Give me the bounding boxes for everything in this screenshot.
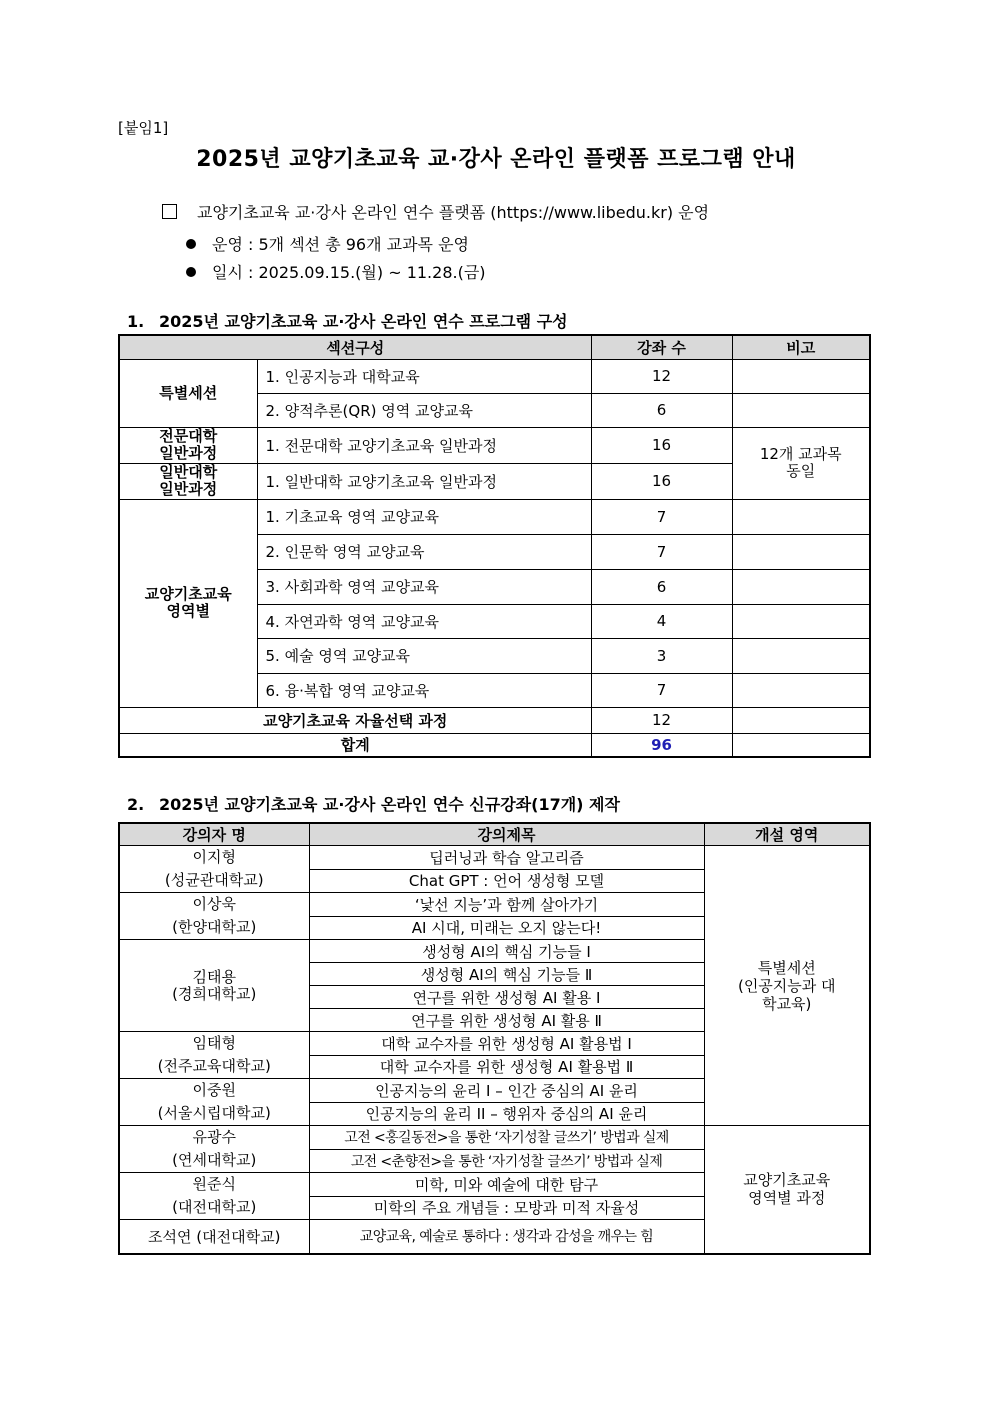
group-special: 특별세션 (119, 359, 257, 427)
section1-title: 2025년 교양기초교육 교·강사 온라인 연수 프로그램 구성 (159, 312, 568, 331)
lecture-title: 고전 <춘향전>을 통한 ‘자기성찰 글쓰기’ 방법과 실제 (309, 1149, 704, 1173)
area-liberal-line1: 교양기초교육 (743, 1171, 831, 1190)
header-lecturer: 강의자 명 (119, 823, 309, 846)
course-note (732, 604, 870, 638)
table-row (119, 846, 870, 870)
lecture-title: 딥러닝과 학습 알고리즘 (309, 846, 704, 870)
course-count: 6 (591, 393, 732, 427)
course-note (732, 499, 870, 534)
bullet-dot-icon (186, 267, 196, 277)
bullet-dot-icon (186, 239, 196, 249)
lecture-title: 미학의 주요 개념들 : 모방과 미적 자율성 (309, 1196, 704, 1220)
course-count: 3 (591, 638, 732, 673)
header-count: 강좌 수 (591, 335, 732, 359)
lecture-title: 연구를 위한 생성형 AI 활용 Ⅰ (309, 986, 704, 1009)
lecture-title: ‘낯선 지능’과 함께 살아가기 (309, 893, 704, 917)
table-row (119, 427, 870, 463)
shared-note (732, 427, 870, 499)
intro-main-text: 교양기초교육 교·강사 온라인 연수 플랫폼 (https://www.libedu.kr) 운영 (197, 203, 710, 222)
course-note (732, 569, 870, 604)
header-area: 개설 영역 (704, 823, 870, 846)
lecturer-school: (성균관대학교) (164, 871, 264, 889)
intro-bullet-text: 운영 : 5개 섹션 총 96개 교과목 운영 (212, 235, 470, 254)
area-special-line1: 특별세션 (757, 958, 816, 977)
lecturer-cell (119, 893, 309, 940)
course-item: 1. 인공지능과 대학교육 (257, 359, 591, 393)
course-count: 6 (591, 569, 732, 604)
lecturer-school: (경희대학교) (172, 984, 257, 1003)
area-liberal-line2: 영역별 과정 (748, 1189, 826, 1208)
lecture-title: 생성형 AI의 핵심 기능들 Ⅰ (309, 940, 704, 963)
group-univ-text: 일반대학 일반과정 (159, 463, 218, 498)
group-college (119, 427, 257, 463)
header-note: 비고 (732, 335, 870, 359)
lecture-title: AI 시대, 미래는 오지 않는다! (309, 916, 704, 940)
course-note (732, 673, 870, 707)
area-special-line2: (인공지능과 대학교육) (737, 976, 836, 1013)
total-note (732, 733, 870, 757)
lecture-title: 연구를 위한 생성형 AI 활용 Ⅱ (309, 1009, 704, 1032)
course-item: 1. 전문대학 교양기초교육 일반과정 (257, 427, 591, 463)
course-item: 1. 일반대학 교양기초교육 일반과정 (257, 463, 591, 499)
header-section: 섹션구성 (119, 335, 591, 359)
course-item: 4. 자연과학 영역 교양교육 (257, 604, 591, 638)
course-count: 7 (591, 499, 732, 534)
lecture-title: 대학 교수자를 위한 생성형 AI 활용법 Ⅰ (309, 1032, 704, 1056)
intro-bullet (186, 260, 486, 283)
course-item: 1. 기초교육 영역 교양교육 (257, 499, 591, 534)
lecturer-cell (119, 1079, 309, 1126)
lecturer-cell: 조석연 (대전대학교) (119, 1220, 309, 1254)
course-count: 16 (591, 427, 732, 463)
course-note (732, 359, 870, 393)
course-item: 2. 인문학 영역 교양교육 (257, 534, 591, 569)
lecture-title: 미학, 미와 예술에 대한 탐구 (309, 1173, 704, 1197)
group-area (119, 499, 257, 707)
total-label: 합계 (119, 733, 591, 757)
course-item: 6. 융·복합 영역 교양교육 (257, 673, 591, 707)
lecture-title: Chat GPT : 언어 생성형 모델 (309, 869, 704, 893)
elective-count: 12 (591, 707, 732, 733)
area-liberal (704, 1126, 870, 1254)
elective-label: 교양기초교육 자율선택 과정 (119, 707, 591, 733)
section2-title: 2025년 교양기초교육 교·강사 온라인 연수 신규강좌(17개) 제작 (159, 795, 620, 814)
course-note (732, 534, 870, 569)
lecture-title: 인공지능의 윤리 I – 인간 중심의 AI 윤리 (309, 1079, 704, 1103)
attachment-label: [붙임1] (118, 119, 169, 137)
lecturer-name: 원준식 (192, 1175, 236, 1193)
lecturer-name: 이상욱 (192, 895, 236, 913)
course-count: 7 (591, 534, 732, 569)
intro-main (162, 200, 709, 223)
intro-bullet (186, 232, 469, 255)
lecturer-cell (119, 1126, 309, 1173)
course-item: 5. 예술 영역 교양교육 (257, 638, 591, 673)
total-row (119, 733, 870, 757)
lecturer-name: 이중원 (192, 1081, 236, 1099)
elective-row (119, 707, 870, 733)
lecturer-name: 임태형 (192, 1034, 236, 1052)
checkbox-square-icon (162, 204, 177, 219)
course-count: 12 (591, 359, 732, 393)
lecture-title: 대학 교수자를 위한 생성형 AI 활용법 Ⅱ (309, 1055, 704, 1079)
elective-note (732, 707, 870, 733)
lecturer-school: (한양대학교) (172, 918, 257, 936)
lecture-title: 인공지능의 윤리 II – 행위자 중심의 AI 윤리 (309, 1102, 704, 1126)
course-item: 2. 양적추론(QR) 영역 교양교육 (257, 393, 591, 427)
course-count: 7 (591, 673, 732, 707)
lecture-title: 고전 <홍길동전>을 통한 ‘자기성찰 글쓰기’ 방법과 실제 (309, 1126, 704, 1150)
table-header-row (119, 823, 870, 846)
group-college-text: 전문대학 일반과정 (159, 427, 218, 462)
course-note (732, 393, 870, 427)
course-note (732, 638, 870, 673)
table-row (119, 1126, 870, 1150)
table-header-row (119, 335, 870, 359)
intro-bullet-text: 일시 : 2025.09.15.(월) ~ 11.28.(금) (212, 263, 486, 282)
lecturer-school: (연세대학교) (172, 1151, 257, 1169)
page-title: 2025년 교양기초교육 교·강사 온라인 플랫폼 프로그램 안내 (196, 147, 796, 172)
lecturer-school: (서울시립대학교) (157, 1104, 271, 1122)
table-row (119, 359, 870, 393)
lecturer-cell (119, 1173, 309, 1220)
lecturer-cell (119, 846, 309, 893)
shared-note-text: 12개 교과목 동일 (759, 445, 842, 480)
group-univ (119, 463, 257, 499)
group-area-text: 교양기초교육 영역별 (144, 585, 232, 620)
course-count: 4 (591, 604, 732, 638)
lecturer-school: (대전대학교) (172, 1198, 257, 1216)
course-item: 3. 사회과학 영역 교양교육 (257, 569, 591, 604)
lecturer-name: 유광수 (192, 1128, 236, 1146)
lecture-title: 생성형 AI의 핵심 기능들 Ⅱ (309, 963, 704, 986)
new-lectures-table (118, 822, 871, 1255)
header-lecture: 강의제목 (309, 823, 704, 846)
total-count: 96 (591, 733, 732, 757)
section1-heading (127, 309, 568, 332)
section1-number: 1. (127, 312, 145, 331)
course-count: 16 (591, 463, 732, 499)
program-structure-table (118, 334, 871, 758)
lecturer-name: 이지형 (192, 848, 236, 866)
lecturer-cell (119, 940, 309, 1032)
section2-number: 2. (127, 795, 145, 814)
area-special (704, 846, 870, 1126)
lecture-title: 교양교육, 예술로 통하다 : 생각과 감성을 깨우는 힘 (309, 1220, 704, 1254)
lecturer-cell (119, 1032, 309, 1079)
section2-heading (127, 792, 620, 815)
lecturer-school: (전주교육대학교) (157, 1057, 271, 1075)
lecturer-name: 김태용 (192, 967, 236, 986)
table-row (119, 499, 870, 534)
